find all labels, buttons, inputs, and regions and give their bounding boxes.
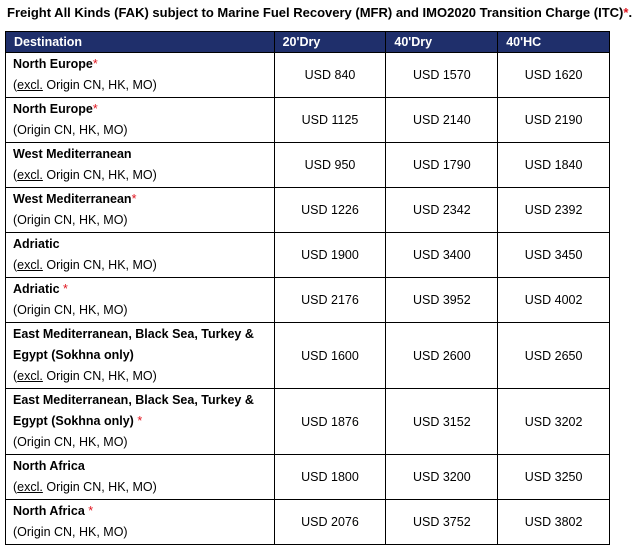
rate-40-dry: USD 3752 [386, 500, 498, 545]
table-row [6, 98, 610, 143]
destination-cell [6, 143, 275, 188]
rate-40-dry: USD 1570 [386, 53, 498, 98]
destination-cell [6, 188, 275, 233]
origin-note-text: Origin CN, HK, MO) [42, 78, 157, 92]
rate-40-hc: USD 1620 [498, 53, 610, 98]
excl-label: excl. [17, 480, 43, 494]
destination-cell [6, 455, 275, 500]
destination-name: West Mediterranean [13, 192, 132, 206]
destination-asterisk: * [88, 504, 94, 518]
table-row [6, 188, 610, 233]
destination-asterisk: * [92, 102, 98, 116]
origin-note: (excl. Origin CN, HK, MO) [13, 258, 157, 272]
column-header-20-dry: 20'Dry [274, 32, 386, 53]
rate-20-dry: USD 1226 [274, 188, 386, 233]
rate-40-dry: USD 3152 [386, 389, 498, 455]
destination-name: East Mediterranean, Black Sea, Turkey & Egypt (Sokhna only) [13, 393, 254, 428]
rates-table [5, 31, 610, 545]
rate-40-dry: USD 3200 [386, 455, 498, 500]
rate-40-dry: USD 1790 [386, 143, 498, 188]
rate-20-dry: USD 950 [274, 143, 386, 188]
rate-40-hc: USD 1840 [498, 143, 610, 188]
origin-note-text: Origin CN, HK, MO) [17, 525, 128, 539]
rate-40-hc: USD 2650 [498, 323, 610, 389]
destination-name: North Europe [13, 57, 93, 71]
origin-note-text: Origin CN, HK, MO) [42, 258, 157, 272]
table-row [6, 389, 610, 455]
destination-cell [6, 323, 275, 389]
origin-note: (excl. Origin CN, HK, MO) [13, 480, 157, 494]
origin-note: (Origin CN, HK, MO) [13, 303, 128, 317]
rate-20-dry: USD 2176 [274, 278, 386, 323]
destination-asterisk: * [137, 414, 143, 428]
table-row [6, 500, 610, 545]
origin-note: (Origin CN, HK, MO) [13, 525, 128, 539]
rate-40-hc: USD 3202 [498, 389, 610, 455]
destination-name: West Mediterranean [13, 147, 132, 161]
destination-asterisk: * [131, 192, 137, 206]
origin-note: (Origin CN, HK, MO) [13, 213, 128, 227]
destination-name: Adriatic [13, 237, 60, 251]
table-row [6, 233, 610, 278]
rate-40-hc: USD 3802 [498, 500, 610, 545]
excl-label: excl. [17, 258, 43, 272]
excl-label: excl. [17, 78, 43, 92]
table-row [6, 455, 610, 500]
rate-40-dry: USD 2140 [386, 98, 498, 143]
table-row [6, 278, 610, 323]
origin-note-text: Origin CN, HK, MO) [17, 123, 128, 137]
origin-note: (Origin CN, HK, MO) [13, 435, 128, 449]
origin-note-text: Origin CN, HK, MO) [42, 168, 157, 182]
rate-40-hc: USD 4002 [498, 278, 610, 323]
destination-cell [6, 278, 275, 323]
column-header-destination: Destination [6, 32, 275, 53]
title-text: Freight All Kinds (FAK) subject to Marine Fuel Recovery (MFR) and IMO2020 Transition Charge (ITC) [7, 5, 624, 20]
column-header-40-dry: 40'Dry [386, 32, 498, 53]
rate-20-dry: USD 2076 [274, 500, 386, 545]
title-asterisk: * [623, 5, 629, 20]
rate-40-dry: USD 2342 [386, 188, 498, 233]
rate-20-dry: USD 1600 [274, 323, 386, 389]
excl-label: excl. [17, 168, 43, 182]
destination-name: East Mediterranean, Black Sea, Turkey & Egypt (Sokhna only) [13, 327, 254, 362]
rate-40-dry: USD 3400 [386, 233, 498, 278]
destination-name: North Africa [13, 504, 89, 518]
rate-40-dry: USD 3952 [386, 278, 498, 323]
destination-cell [6, 233, 275, 278]
destination-asterisk: * [63, 282, 68, 296]
rate-20-dry: USD 1900 [274, 233, 386, 278]
origin-note: (Origin CN, HK, MO) [13, 123, 128, 137]
destination-cell [6, 500, 275, 545]
destination-name: North Europe [13, 102, 93, 116]
title-period: . [628, 5, 632, 20]
origin-note: (excl. Origin CN, HK, MO) [13, 168, 157, 182]
page-title [7, 5, 632, 20]
rate-40-hc: USD 3450 [498, 233, 610, 278]
rate-40-hc: USD 2392 [498, 188, 610, 233]
rate-40-hc: USD 3250 [498, 455, 610, 500]
destination-cell [6, 389, 275, 455]
destination-name: Adriatic [13, 282, 64, 296]
table-row [6, 53, 610, 98]
destination-cell [6, 98, 275, 143]
origin-note-text: Origin CN, HK, MO) [42, 369, 157, 383]
origin-note-text: Origin CN, HK, MO) [17, 213, 128, 227]
destination-name: North Africa [13, 459, 85, 473]
table-row [6, 323, 610, 389]
origin-note: (excl. Origin CN, HK, MO) [13, 78, 157, 92]
rate-40-dry: USD 2600 [386, 323, 498, 389]
column-header-40-hc: 40'HC [498, 32, 610, 53]
rate-20-dry: USD 1125 [274, 98, 386, 143]
origin-note-text: Origin CN, HK, MO) [42, 480, 157, 494]
rate-20-dry: USD 1800 [274, 455, 386, 500]
excl-label: excl. [17, 369, 43, 383]
table-header-row [6, 32, 610, 53]
rate-40-hc: USD 2190 [498, 98, 610, 143]
origin-note: (excl. Origin CN, HK, MO) [13, 369, 157, 383]
destination-asterisk: * [92, 57, 98, 71]
destination-cell [6, 53, 275, 98]
origin-note-text: Origin CN, HK, MO) [17, 435, 128, 449]
origin-note-text: Origin CN, HK, MO) [17, 303, 128, 317]
rate-20-dry: USD 840 [274, 53, 386, 98]
rate-20-dry: USD 1876 [274, 389, 386, 455]
table-row [6, 143, 610, 188]
